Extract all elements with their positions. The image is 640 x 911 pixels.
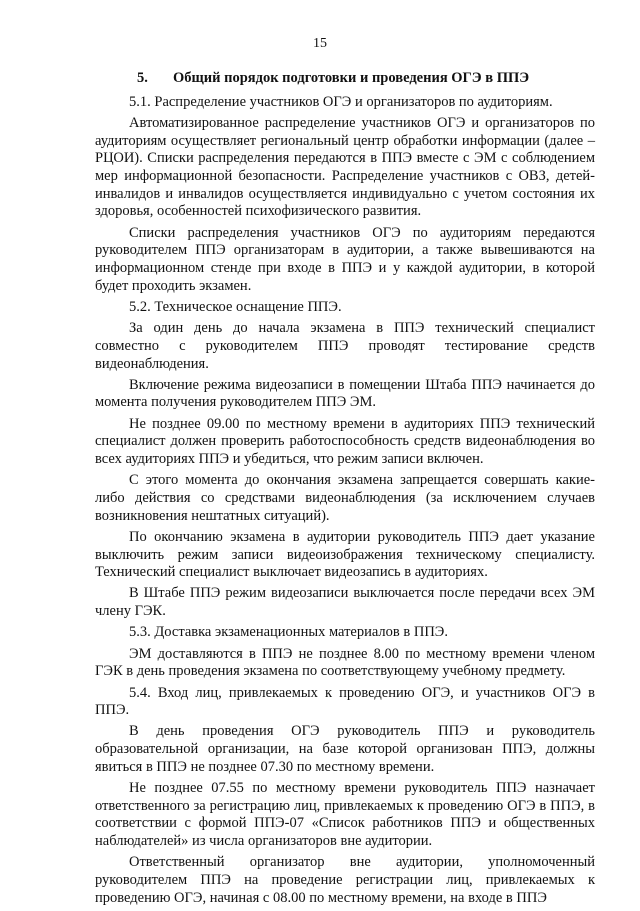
subsection-heading: 5.2. Техническое оснащение ППЭ. xyxy=(129,298,342,315)
body-paragraph: Ответственный организатор вне аудитории, уполномоченный руководителем ППЭ на проведение регистрации лиц, привлекаемых к проведению ОГЭ, начиная с 08.00 по местному времени, на входе в ППЭ xyxy=(95,854,595,906)
paragraph-list xyxy=(95,94,595,908)
body-paragraph: ЭМ доставляются в ППЭ не позднее 8.00 по местному времени членом ГЭК в день проведения экзамена по соответствующему учебному предмету. xyxy=(95,645,595,680)
section-title: Общий порядок подготовки и проведения ОГЭ в ППЭ xyxy=(173,70,530,86)
body-paragraph: Не позднее 07.55 по местному времени руководитель ППЭ назначает ответственного за регистрацию лиц, привлекаемых к проведению ОГЭ в ППЭ, в соответствии с формой ППЭ-07 «Список работников ППЭ и общественных наблюдателей» из числа организаторов вне аудитории. xyxy=(95,780,595,850)
subsection-heading: 5.1. Распределение участников ОГЭ и организаторов по аудиториям. xyxy=(129,93,553,110)
document-body xyxy=(95,70,595,911)
body-paragraph: Включение режима видеозаписи в помещении Штаба ППЭ начинается до момента получения руководителем ППЭ ЭМ. xyxy=(95,376,595,411)
section-heading xyxy=(95,70,595,88)
body-paragraph: В день проведения ОГЭ руководитель ППЭ и руководитель образовательной организации, на базе которой организован ППЭ, должны явиться в ППЭ не позднее 07.30 по местному времени. xyxy=(95,723,595,775)
body-paragraph: По окончанию экзамена в аудитории руководитель ППЭ дает указание выключить режим записи видеоизображения техническому специалисту. Технический специалист выключает видеозапись в аудиториях. xyxy=(95,528,595,581)
page-number: 15 xyxy=(313,36,327,51)
subsection-heading: 5.3. Доставка экзаменационных материалов в ППЭ. xyxy=(129,624,448,641)
body-paragraph: В Штабе ППЭ режим видеозаписи выключается после передачи всех ЭМ члену ГЭК. xyxy=(95,585,595,620)
subsection-heading: 5.4. Вход лиц, привлекаемых к проведению ОГЭ, и участников ОГЭ в ППЭ. xyxy=(95,684,595,719)
body-paragraph: Не позднее 09.00 по местному времени в аудиториях ППЭ технический специалист должен проверить работоспособность средств видеонаблюдения во всех аудиториях ППЭ и убедиться, что режим записи включен. xyxy=(95,415,595,468)
body-paragraph: Автоматизированное распределение участников ОГЭ и организаторов по аудиториям осуществляет региональный центр обработки информации (далее – РЦОИ). Списки распределения передаются в ППЭ вместе с ЭМ с соблюдением мер информационной безопасности. Распределение участников с ОВЗ, детей-инвалидов и инвалидов осуществляется индивидуально с учетом состояния их здоровья, особенностей психофизического развития. xyxy=(95,114,595,220)
section-number: 5. xyxy=(137,70,148,86)
body-paragraph: За один день до начала экзамена в ППЭ технический специалист совместно с руководителем ППЭ проводят тестирование средств видеонаблюдения. xyxy=(95,320,595,372)
body-paragraph: С этого момента до окончания экзамена запрещается совершать какие-либо действия со средствами видеонаблюдения (за исключением случаев возникновения нештатных ситуаций). xyxy=(95,472,595,524)
body-paragraph: Списки распределения участников ОГЭ по аудиториям передаются руководителем ППЭ организаторам в аудитории, а также вывешиваются на информационном стенде при входе в ППЭ и у каждой аудитории, в которой будет проходить экзамен. xyxy=(95,224,595,294)
